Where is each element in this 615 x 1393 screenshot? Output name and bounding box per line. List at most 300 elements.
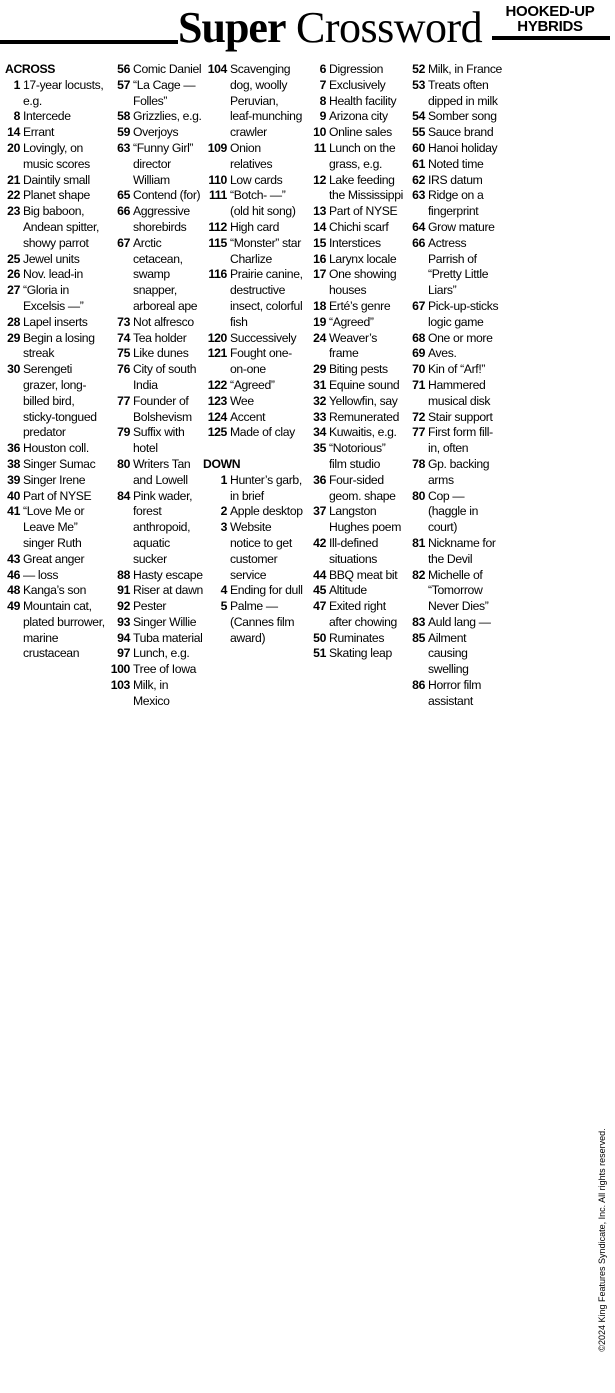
clue-text: Actress Parrish of “Pretty Little Liars” [428,235,489,298]
clue-number: 44 [313,567,326,582]
across-clue-39 [5,473,107,489]
down-clue-14 [306,220,405,236]
down-clue-62 [405,173,502,189]
across-clue-76 [109,362,204,394]
clue-number: 24 [313,330,326,345]
clue-text: “Funny Girl” director William [133,140,194,187]
clue-text: City of south India [133,362,197,392]
across-clue-104 [203,62,303,141]
across-clue-63 [109,141,204,188]
across-clue-91 [109,583,204,599]
across-clue-46 [5,568,107,584]
clue-number: 91 [117,583,130,598]
across-clue-123 [203,394,303,410]
down-clue-10 [306,125,405,141]
clue-text: Ending for dull [230,583,303,598]
clue-text: Lunch, e.g. [133,646,190,661]
clue-number: 79 [117,425,130,440]
down-clue-55 [405,125,502,141]
title-crossword: Crossword [295,3,483,52]
clue-number: 8 [319,93,326,108]
clue-number: 104 [207,62,227,76]
clue-text: Wee [230,393,254,408]
clue-text: Contend (for) [133,188,201,203]
clue-number: 29 [313,362,326,377]
down-clue-2 [203,504,303,520]
clue-text: Treats often dipped in milk [428,77,498,108]
clue-number: 49 [7,599,20,614]
clue-number: 48 [7,583,20,598]
down-clue-17 [306,267,405,299]
across-clue-92 [109,599,204,615]
clue-text: — loss [23,567,59,582]
across-clue-124 [203,410,303,426]
clue-text: Onion relatives [230,140,273,171]
down-clue-68 [405,331,502,347]
across-clue-112 [203,220,303,236]
across-clue-73 [109,315,204,331]
clue-number: 83 [412,614,425,629]
clue-text: Stair support [428,409,493,424]
clue-column-2 [109,62,204,710]
clue-number: 125 [207,425,227,440]
down-clue-19 [306,315,405,331]
clue-text: First form fill-in, often [428,425,493,456]
down-clue-3 [203,520,303,583]
clue-number: 97 [117,646,130,661]
clue-text: Gp. backing arms [428,456,490,487]
across-clue-22 [5,188,107,204]
down-clue-5 [203,599,303,646]
clue-number: 2 [220,504,227,519]
clue-number: 69 [412,346,425,361]
clue-number: 58 [117,109,130,124]
clue-number: 1 [220,472,227,487]
clue-number: 41 [7,504,20,519]
clue-number: 11 [313,140,326,155]
across-clue-65 [109,188,204,204]
down-clue-15 [306,236,405,252]
down-clue-12 [306,173,405,205]
clue-text: Langston Hughes poem [329,504,402,535]
across-clue-80 [109,457,204,489]
clue-number: 73 [117,314,130,329]
across-clue-48 [5,583,107,599]
clue-number: 19 [313,314,326,329]
across-clue-14 [5,125,107,141]
across-clue-56 [109,62,204,78]
down-clue-35 [306,441,405,473]
clue-number: 122 [207,377,227,392]
across-clue-49 [5,599,107,662]
clue-number: 40 [7,488,20,503]
across-clue-25 [5,252,107,268]
down-clue-80 [405,489,502,536]
clue-text: Part of NYSE [23,488,92,503]
clue-text: “Love Me or Leave Me” singer Ruth [23,504,85,550]
across-clue-115 [203,236,303,268]
down-clue-11 [306,141,405,173]
clue-text: Palme — (Cannes film award) [230,599,295,645]
clue-number: 94 [117,630,130,645]
clue-number: 71 [412,377,425,392]
clue-number: 8 [13,109,20,124]
clue-number: 10 [313,125,326,140]
clue-number: 9 [319,109,326,124]
clue-text: Larynx locale [329,251,397,266]
clue-text: Great anger [23,551,85,566]
across-clue-100 [109,662,204,678]
down-clue-78 [405,457,502,489]
clue-text: “Agreed” [329,314,374,329]
puzzle-theme [486,4,614,34]
clue-number: 35 [313,441,326,456]
clue-text: Comic Daniel [133,62,202,76]
across-clue-75 [109,346,204,362]
clue-text: High card [230,219,280,234]
down-clue-44 [306,568,405,584]
across-clue-27 [5,283,107,315]
clue-text: Erté’s genre [329,298,391,313]
clue-text: Lunch on the grass, e.g. [329,140,396,171]
clue-number: 86 [412,678,425,693]
clue-text: Part of NYSE [329,204,398,219]
clue-text: Milk, in France [428,62,502,76]
clue-number: 31 [313,377,326,392]
clue-number: 36 [313,472,326,487]
across-clue-67 [109,236,204,315]
clue-text: Somber song [428,109,497,124]
clue-text: Sauce brand [428,125,494,140]
clue-number: 63 [412,188,425,203]
across-clue-109 [203,141,303,173]
clue-text: Lovingly, on music scores [23,140,90,171]
clue-number: 18 [313,298,326,313]
clue-number: 78 [412,456,425,471]
clue-text: Ill-defined situations [329,535,378,566]
down-clue-6 [306,62,405,78]
clue-number: 93 [117,614,130,629]
down-heading: DOWN [203,456,241,471]
down-clue-81 [405,536,502,568]
clue-text: Aves. [428,346,457,361]
down-clue-18 [306,299,405,315]
clue-text: Pester [133,599,167,614]
copyright-notice [593,1090,611,1390]
clue-number: 22 [7,188,20,203]
down-clue-63 [405,188,502,220]
across-clue-110 [203,173,303,189]
down-clue-53 [405,78,502,110]
across-clue-120 [203,331,303,347]
across-clue-74 [109,331,204,347]
clue-column-1 [5,62,107,662]
down-clue-16 [306,252,405,268]
clue-number: 116 [208,267,227,282]
clue-text: Begin a losing streak [23,330,95,361]
across-clue-121 [203,346,303,378]
clue-number: 56 [117,62,130,76]
clue-text: Website notice to get customer service [230,520,292,582]
clue-number: 59 [117,125,130,140]
down-clue-13 [306,204,405,220]
clue-text: Daintily small [23,172,90,187]
down-clue-67 [405,299,502,331]
down-clue-51 [306,646,405,662]
clue-text: Writers Tan and Lowell [133,456,191,487]
clue-number: 29 [7,330,20,345]
down-clue-31 [306,378,405,394]
clue-number: 45 [313,583,326,598]
across-clue-111 [203,188,303,220]
clue-text: Exclusively [329,77,386,92]
clue-number: 37 [313,504,326,519]
clue-number: 17 [313,267,326,282]
clue-number: 80 [412,488,425,503]
theme-rule [492,36,610,40]
across-clue-58 [109,109,204,125]
clue-number: 74 [117,330,130,345]
clue-number: 57 [117,77,130,92]
clue-text: Successively [230,330,297,345]
clue-number: 39 [7,472,20,487]
clue-text: Scavenging dog, woolly Peruvian, leaf-munching crawler [230,62,303,140]
puzzle-title [178,4,482,52]
clue-text: Skating leap [329,646,392,661]
clue-number: 43 [7,551,20,566]
down-clue-36 [306,473,405,505]
clue-text: Ridge on a fingerprint [428,188,484,219]
clue-text: Four-sided geom. shape [329,472,396,503]
clue-text: Intercede [23,109,71,124]
down-clue-69 [405,346,502,362]
clue-text: Hanoi holiday [428,140,498,155]
clue-column-5 [405,62,502,710]
clue-text: One or more [428,330,493,345]
across-clue-23 [5,204,107,251]
clue-number: 27 [7,283,20,298]
down-clue-37 [306,504,405,536]
clue-number: 76 [117,362,130,377]
clue-number: 34 [313,425,326,440]
across-clue-41 [5,504,107,551]
clue-number: 75 [117,346,130,361]
masthead [0,0,615,58]
clue-text: 17-year locusts, e.g. [23,77,104,108]
clue-number: 103 [110,678,130,693]
title-rule [0,40,178,44]
clue-text: Singer Sumac [23,456,96,471]
clue-number: 30 [7,362,20,377]
clue-number: 109 [207,140,227,155]
clue-number: 112 [208,219,227,234]
clue-number: 16 [313,251,326,266]
clue-text: Not alfresco [133,314,194,329]
clue-number: 88 [117,567,130,582]
across-clue-26 [5,267,107,283]
clue-text: Riser at dawn [133,583,203,598]
clue-number: 64 [412,219,425,234]
clue-number: 66 [117,204,130,219]
clue-number: 6 [319,62,326,76]
clue-text: Like dunes [133,346,189,361]
down-clue-45 [306,583,405,599]
clue-text: Arizona city [329,109,388,124]
clue-column-4 [306,62,405,662]
clue-number: 92 [117,599,130,614]
across-clue-29 [5,331,107,363]
clue-number: 70 [412,362,425,377]
down-clue-52 [405,62,502,78]
clue-text: Accent [230,409,266,424]
down-clue-66 [405,236,502,299]
clue-number: 82 [412,567,425,582]
clue-number: 84 [117,488,130,503]
crossword-grid[interactable] [5,717,591,1391]
clue-text: Pick-up-sticks logic game [428,298,499,329]
clue-number: 61 [412,156,425,171]
theme-line-1: HOOKED-UP [505,3,595,20]
clue-text: Kanga’s son [23,583,87,598]
clue-text: Altitude [329,583,367,598]
clue-text: Hasty escape [133,567,203,582]
clue-number: 14 [313,219,326,234]
clue-number: 38 [7,456,20,471]
clue-text: Arctic cetacean, swamp snapper, arboreal ape [133,235,198,313]
clue-number: 77 [412,425,425,440]
clue-text: Tree of Iowa [133,662,197,677]
down-clue-8 [306,94,405,110]
clue-number: 12 [313,172,326,187]
across-clue-93 [109,615,204,631]
across-clue-40 [5,489,107,505]
clue-text: BBQ meat bit [329,567,398,582]
down-clue-1 [203,473,303,505]
clue-text: Fought one-on-one [230,346,292,377]
clue-text: Grizzlies, e.g. [133,109,202,124]
clue-number: 3 [220,520,227,535]
clue-number: 66 [412,235,425,250]
clue-text: Mountain cat, plated burrower, marine crustacean [23,599,105,661]
clue-text: Apple desktop [230,504,303,519]
down-clue-61 [405,157,502,173]
clue-number: 47 [313,599,326,614]
clue-column-3 [203,62,303,646]
across-clue-59 [109,125,204,141]
clue-number: 123 [207,393,227,408]
clue-number: 81 [412,535,425,550]
clue-number: 80 [117,456,130,471]
across-clue-57 [109,78,204,110]
clue-text: Equine sound [329,377,400,392]
clue-number: 33 [313,409,326,424]
down-clue-54 [405,109,502,125]
clue-text: Milk, in Mexico [133,678,170,708]
clue-text: “Agreed” [230,377,275,392]
across-clue-66 [109,204,204,236]
across-clue-84 [109,489,204,568]
across-clue-103 [109,678,204,710]
down-clue-47 [306,599,405,631]
across-clue-77 [109,394,204,426]
clue-number: 20 [7,140,20,155]
clue-number: 46 [7,567,20,582]
down-clue-64 [405,220,502,236]
clue-number: 21 [7,172,20,187]
clue-text: Cop — (haggle in court) [428,488,479,535]
clue-text: Jewel units [23,251,80,266]
clue-number: 36 [7,441,20,456]
clue-number: 28 [7,314,20,329]
clue-text: Founder of Bolshevism [133,393,192,424]
clue-text: Nickname for the Devil [428,535,496,566]
clue-number: 52 [412,62,425,76]
clue-number: 62 [412,172,425,187]
down-clue-29 [306,362,405,378]
down-clue-4 [203,583,303,599]
clue-text: Ailment causing swelling [428,630,469,677]
across-clue-1 [5,78,107,110]
across-clue-94 [109,631,204,647]
down-clue-85 [405,631,502,678]
clue-text: “Botch- —” (old hit song) [230,188,296,219]
clue-text: One showing houses [329,267,397,298]
clue-text: “La Cage — Folles” [133,77,196,108]
down-clue-7 [306,78,405,94]
clue-number: 1 [13,77,20,92]
clue-text: Ruminates [329,630,385,645]
clue-number: 65 [117,188,130,203]
clue-text: Serengeti grazer, long-billed bird, sticky-tongued predator [23,362,97,440]
clue-text: Noted time [428,156,484,171]
down-clue-50 [306,631,405,647]
clue-text: Hammered musical disk [428,377,491,408]
clue-number: 15 [313,235,326,250]
down-clue-83 [405,615,502,631]
clue-text: Health facility [329,93,397,108]
across-clue-97 [109,646,204,662]
clue-text: Biting pests [329,362,388,377]
down-clue-24 [306,331,405,363]
clue-number: 72 [412,409,425,424]
clue-text: Online sales [329,125,392,140]
clue-number: 115 [208,235,227,250]
clue-text: Tea holder [133,330,187,345]
clue-text: Errant [23,125,55,140]
clue-number: 111 [209,188,227,203]
theme-line-2: HYBRIDS [517,18,583,35]
clue-number: 67 [412,298,425,313]
clue-text: Kin of “Arf!” [428,362,486,377]
across-heading: ACROSS [5,62,56,76]
clue-text: Singer Irene [23,472,86,487]
clue-number: 110 [208,172,227,187]
across-clue-43 [5,552,107,568]
clue-number: 55 [412,125,425,140]
clue-number: 7 [319,77,326,92]
copyright-text: ©2024 King Features Syndicate, Inc. All rights reserved. [597,1128,607,1352]
clue-text: Low cards [230,172,283,187]
clue-text: Grow mature [428,219,495,234]
across-clue-38 [5,457,107,473]
clue-text: Aggressive shorebirds [133,204,190,234]
clue-text: Exited right after chowing [329,599,397,629]
across-clue-36 [5,441,107,457]
clue-text: Lake feeding the Mississippi [329,172,403,203]
clue-text: Interstices [329,235,381,250]
down-clue-71 [405,378,502,410]
clue-text: Singer Willie [133,614,197,629]
